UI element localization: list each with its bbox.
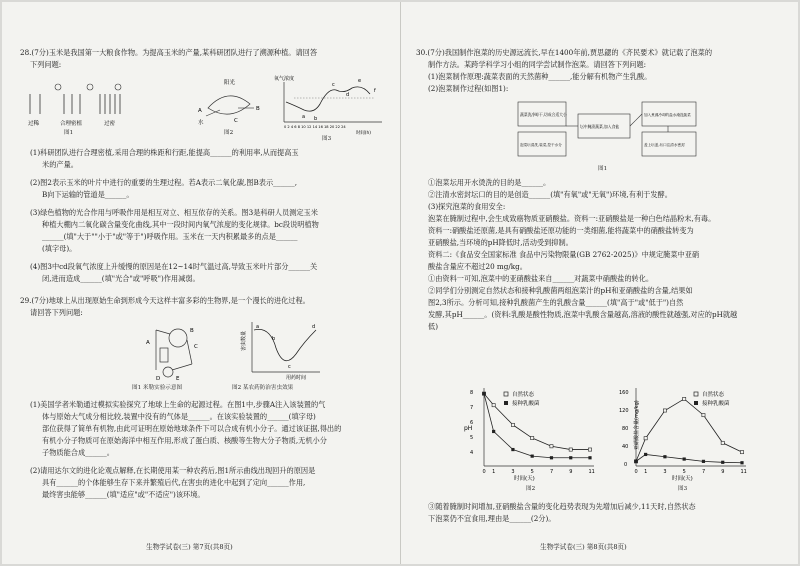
fig3-point-f: f <box>374 88 376 94</box>
q30-line-4: (2)泡菜制作过程(如图1): <box>428 84 509 93</box>
fig1-caption: 图1 <box>64 130 74 136</box>
nitrite-legend-natural: 自然状态 <box>702 392 725 398</box>
nitrite-ylabel: 亚硝酸盐含量(mg/kg) <box>634 400 640 450</box>
q28-line-8: 种植大棚内二氧化碳含量变化曲线,其中一段时间内氧气浓度的变化规律。bc段说明植物 <box>42 220 319 229</box>
fig2-label-water: 水 <box>198 120 204 126</box>
ph-point-inoculated <box>482 392 485 395</box>
nitrite-chart-caption: 图3 <box>678 486 688 492</box>
ph-point-natural <box>550 445 553 448</box>
planting-density-figure <box>24 82 124 127</box>
ph-point-natural <box>531 436 534 439</box>
fig3-point-a: a <box>302 114 306 120</box>
q29-line-1: 29.(7分)地球上从出现原始生命到形成今天这样丰富多彩的生物界,是一个漫长的进化过程。 <box>20 296 310 305</box>
ph-xtick-label: 7 <box>549 469 554 475</box>
fig3-point-c: c <box>332 82 335 88</box>
nitrite-ytick-40: 40 <box>622 444 629 450</box>
fig3-ylabel: 氧气浓度 <box>274 76 295 82</box>
ph-xlabel: 时间(天) <box>514 476 535 482</box>
fig2-label-a: A <box>198 108 202 114</box>
nitrite-point-inoculated <box>721 461 724 464</box>
q30-bottom-2: 下泡菜仍不宜食用,理由是______(2分)。 <box>428 514 556 523</box>
ph-point-inoculated <box>550 456 553 459</box>
ph-legend-natural-marker <box>504 392 508 396</box>
ph-legend-inoculated-marker <box>504 401 508 405</box>
nitrite-xtick-label: 5 <box>682 469 686 475</box>
leaf-process-figure <box>194 78 264 128</box>
nitrite-legend-inoculated-marker <box>694 401 698 405</box>
flow-box-1: 蔬菜洗净晾干,切成合适大小 <box>520 112 567 117</box>
q30-mid-7: 资料二:《食品安全国家标准 食品中污染物限量(GB 2762-2025)》中规定腌菜中亚硝 <box>428 250 700 259</box>
flowchart-caption: 图1 <box>598 166 608 172</box>
nitrite-ytick-120: 120 <box>619 408 629 414</box>
ph-xtick-label: 0 <box>482 469 486 475</box>
miller-caption: 图1 米勒实验示意图 <box>132 385 183 391</box>
fig3-point-b: b <box>314 116 318 122</box>
q29-line-2: 请回答下列问题: <box>30 308 83 317</box>
exam-sheet <box>2 2 798 564</box>
q28-line-4: 米的产量。 <box>42 160 78 169</box>
nitrite-point-inoculated <box>702 460 705 463</box>
nitrite-point-inoculated <box>634 460 637 463</box>
q28-line-5: (2)图2表示玉米的叶片中进行的重要的生理过程。若A表示二氧化碳,图B表示______, <box>30 178 297 187</box>
miller-apparatus-figure <box>132 324 206 380</box>
ph-ytick-5: 5 <box>470 435 474 441</box>
ph-point-inoculated <box>569 456 572 459</box>
flow-box-3: 加入煮沸冷却的盐水淹没蔬菜 <box>644 113 691 117</box>
q30-mid-5: 资料一:硝酸盐还原菌,是具有硝酸盐还原功能的一类细菌,能将蔬菜中的硝酸盐转变为 <box>428 226 694 235</box>
q30-line-1: 30.(7分)我国制作泡菜的历史源远流长,早在1400年前,贾思勰的《齐民要术》就记载了泡菜的 <box>416 48 713 57</box>
ph-ytick-4: 4 <box>470 450 474 456</box>
fig2-label-sunlight: 阳光 <box>224 80 236 86</box>
fig3-xticks: 0 2 4 6 8 10 12 14 16 18 20 22 24 <box>284 125 346 129</box>
fig1-label-sparse: 过稀 <box>28 121 40 127</box>
ph-point-inoculated <box>511 448 514 451</box>
left-page <box>6 2 394 564</box>
q29-line-6: 有机小分子物质可在原始海洋中相互作用,形成了蛋白质、核酸等生物大分子物质,无机小分 <box>42 436 327 445</box>
nitrite-point-natural <box>663 409 666 412</box>
nitrite-ytick-80: 80 <box>622 426 629 432</box>
pest-curve <box>254 329 316 360</box>
pest-point-b: b <box>272 336 276 342</box>
q30-mid-2: ②注清水密封坛口的目的是创造______(填"有氧"或"无氧")环境,有利于发酵。 <box>428 190 672 199</box>
ph-point-inoculated <box>531 455 534 458</box>
ph-xtick-label: 5 <box>530 469 534 475</box>
nitrite-point-inoculated <box>740 461 743 464</box>
q29-line-5: 部位获得了简单有机物,由此可证明在原始地球条件下可以合成有机小分子。通过该证据,得出的 <box>42 424 342 433</box>
ph-xtick-label: 1 <box>492 469 496 475</box>
nitrite-point-natural <box>644 437 647 440</box>
corn-plants-icon <box>30 94 120 114</box>
nitrite-xtick-label: 0 <box>634 469 638 475</box>
leaf-icon <box>208 96 250 114</box>
q30-bottom-1: ③随着腌制时间增加,亚硝酸盐含量的变化趋势表现为先增加后减少,11天时,自然状态 <box>428 502 696 511</box>
q30-mid-13: 低) <box>428 322 438 331</box>
q28-line-1: 28.(7分)玉米是我国第一大粮食作物。为提高玉米的产量,某科研团队进行了溯源种植。请回答 <box>20 48 318 57</box>
fig1-label-proper: 合理密植 <box>60 121 83 127</box>
q30-mid-12: 发酵,其pH______。(资料:乳酸是酸性物质,泡菜中乳酸含量越高,溶液的酸性就越强,对应的pH就越 <box>428 310 738 319</box>
nitrite-point-natural <box>683 397 686 400</box>
nitrite-xlabel: 时间(天) <box>672 476 693 482</box>
q29-line-9: 具有______的个体能够生存下来并繁殖后代,在害虫的进化中起到了定向______作用, <box>42 478 306 487</box>
nitrite-xtick-label: 9 <box>721 469 725 475</box>
q28-line-11: (4)图3中cd段氧气浓度上升缓慢的原因是在12~14时气温过高,导致玉米叶片部分______关 <box>30 262 318 271</box>
ph-point-natural <box>569 448 572 451</box>
fig2-label-c: C <box>234 118 238 124</box>
q30-mid-3: (3)探究泡菜的食用安全: <box>428 202 506 211</box>
q28-line-6: B向下运输的管道是______。 <box>42 190 134 199</box>
nitrite-ytick-160: 160 <box>619 390 629 396</box>
miller-label-a: A <box>146 340 150 346</box>
pest-point-c: c <box>288 364 291 370</box>
nitrite-point-inoculated <box>663 455 666 458</box>
ph-point-natural <box>492 404 495 407</box>
q28-line-9: ______(填"大于""小于"或"等于")呼吸作用。玉米在一天内积累最多的点是______ <box>42 232 298 241</box>
sun-icon <box>55 84 121 90</box>
ph-ytick-8: 8 <box>470 390 474 396</box>
flow-box-2: 坛中腌渍蔬菜,加入食盐 <box>580 124 620 129</box>
pest-point-d: d <box>312 324 316 330</box>
ph-point-natural <box>588 448 591 451</box>
ph-chart-caption: 图2 <box>526 486 536 492</box>
pest-curve-figure <box>242 318 322 380</box>
nitrite-point-natural <box>702 414 705 417</box>
oxygen-curve <box>286 87 370 111</box>
fig2-label-b: B <box>256 106 260 112</box>
pickle-process-flowchart <box>518 102 698 162</box>
nitrite-xtick-label: 1 <box>644 469 648 475</box>
q28-line-2: 下列问题: <box>30 60 62 69</box>
nitrite-xtick-label: 11 <box>740 469 747 475</box>
nitrite-point-inoculated <box>683 457 686 460</box>
pest-caption: 图2 某农药防治害虫效果 <box>232 385 294 391</box>
nitrite-point-natural <box>721 441 724 444</box>
ph-point-inoculated <box>588 456 591 459</box>
apparatus-icon <box>156 329 192 377</box>
q30-mid-11: 图2,3所示。分析可知,接种乳酸菌产生的乳酸含量______(填"高于"或"低于")自然 <box>428 298 684 307</box>
nitrite-xtick-label: 7 <box>701 469 706 475</box>
flow-box-4: 泡菜坛清洗,装菜,控干水分 <box>520 143 562 147</box>
q29-line-4: 体与原始大气成分相比较,装置中没有的气体是______。在该实验装置的______(填字母) <box>42 412 316 421</box>
ph-legend-inoculated: 接种乳酸菌 <box>512 401 540 407</box>
miller-label-d: D <box>156 376 161 382</box>
right-footer: 生物学试卷(三) 第8页(共8页) <box>540 543 627 551</box>
q30-mid-10: ②同学们分别测定自然状态和接种乳酸菌两组泡菜汁的pH和亚硝酸盐的含量,结果如 <box>428 286 693 295</box>
right-page <box>408 2 796 564</box>
q30-line-2: 制作方法。某跨学科学习小组的同学尝试制作泡菜。请回答下列问题: <box>428 60 647 69</box>
ph-chart <box>462 384 602 484</box>
oxygen-curve-figure <box>274 74 386 134</box>
q30-mid-8: 酸盐含量应不超过20 mg/kg。 <box>428 262 527 271</box>
nitrite-legend-natural-marker <box>694 392 698 396</box>
q30-mid-4: 泡菜在腌制过程中,会生成致癌物质亚硝酸盐。资料一:亚硝酸盐是一种白色结晶粉末,有毒。 <box>428 214 716 223</box>
ph-ytick-6: 6 <box>470 420 474 426</box>
miller-label-c: C <box>194 344 198 350</box>
pest-point-a: a <box>256 324 260 330</box>
nitrite-point-inoculated <box>644 453 647 456</box>
q30-mid-6: 亚硝酸盐,当环境的pH降低时,活动受到抑制。 <box>428 238 573 247</box>
ph-ylabel: pH <box>464 425 473 432</box>
ph-xtick-label: 11 <box>588 469 595 475</box>
flow-box-5: 盖上坛盖,坛口注清水密封 <box>644 143 685 147</box>
left-footer: 生物学试卷(三) 第7页(共8页) <box>146 543 233 551</box>
q29-line-3: (1)美国学者米勒通过模拟实验探究了地球上生命的起源过程。在图1中,步骤A注入该装置的气 <box>30 400 326 409</box>
q28-line-3: (1)科研团队进行合理密植,采用合理的株距和行距,能提高______的利用率,从而提高玉 <box>30 148 299 157</box>
fig3-point-e: e <box>358 78 362 84</box>
fig3-xlabel: 时间(h) <box>356 131 371 136</box>
miller-label-b: B <box>190 328 194 334</box>
fig2-caption: 图2 <box>224 130 234 136</box>
q30-line-3: (1)泡菜制作原理:蔬菜表面的天然菌种______,能分解有机物产生乳酸。 <box>428 72 652 81</box>
q29-line-8: (2)请用达尔文的进化论观点解释,在长期使用某一种农药后,图1所示曲线出现回升的原因是 <box>30 466 316 475</box>
nitrite-xtick-label: 3 <box>663 469 667 475</box>
ph-legend-natural: 自然状态 <box>512 392 535 398</box>
q29-line-7: 子物质能合成______。 <box>42 448 114 457</box>
nitrite-series-line-natural <box>636 399 742 461</box>
q28-line-10: (填字母)。 <box>42 244 77 253</box>
pest-xlabel: 用药时间 <box>286 375 307 381</box>
ph-point-natural <box>511 423 514 426</box>
nitrite-ytick-0: 0 <box>624 462 628 468</box>
ph-ytick-7: 7 <box>470 405 474 411</box>
fig3-point-d: d <box>346 92 350 98</box>
nitrite-legend-inoculated: 接种乳酸菌 <box>702 401 730 407</box>
miller-label-e: E <box>176 376 180 382</box>
ph-xtick-label: 3 <box>511 469 515 475</box>
nitrite-series-line-inoculated <box>636 454 742 462</box>
page-fold <box>400 2 401 564</box>
q28-line-12: 闭,进而造成______(填"光合"或"呼吸")作用减弱。 <box>42 274 200 283</box>
ph-xtick-label: 9 <box>569 469 573 475</box>
pest-ylabel: 害虫数量 <box>241 330 247 351</box>
fig1-label-dense: 过密 <box>104 121 116 127</box>
ph-point-inoculated <box>492 430 495 433</box>
q30-mid-9: ①由资料一可知,泡菜中的亚硝酸盐来自______对蔬菜中硝酸盐的转化。 <box>428 274 654 283</box>
q28-line-7: (3)绿色植物的光合作用与呼吸作用是相互对立、相互依存的关系。图3是科研人员测定玉米 <box>30 208 318 217</box>
nitrite-point-natural <box>740 451 743 454</box>
fig3-caption: 图3 <box>322 136 332 142</box>
q30-mid-1: ①泡菜坛用开水烫洗的目的是______。 <box>428 178 551 187</box>
nitrite-chart <box>614 384 754 484</box>
q29-line-10: 最终害虫能够______(填"适应"或"不适应")该环境。 <box>42 490 205 499</box>
